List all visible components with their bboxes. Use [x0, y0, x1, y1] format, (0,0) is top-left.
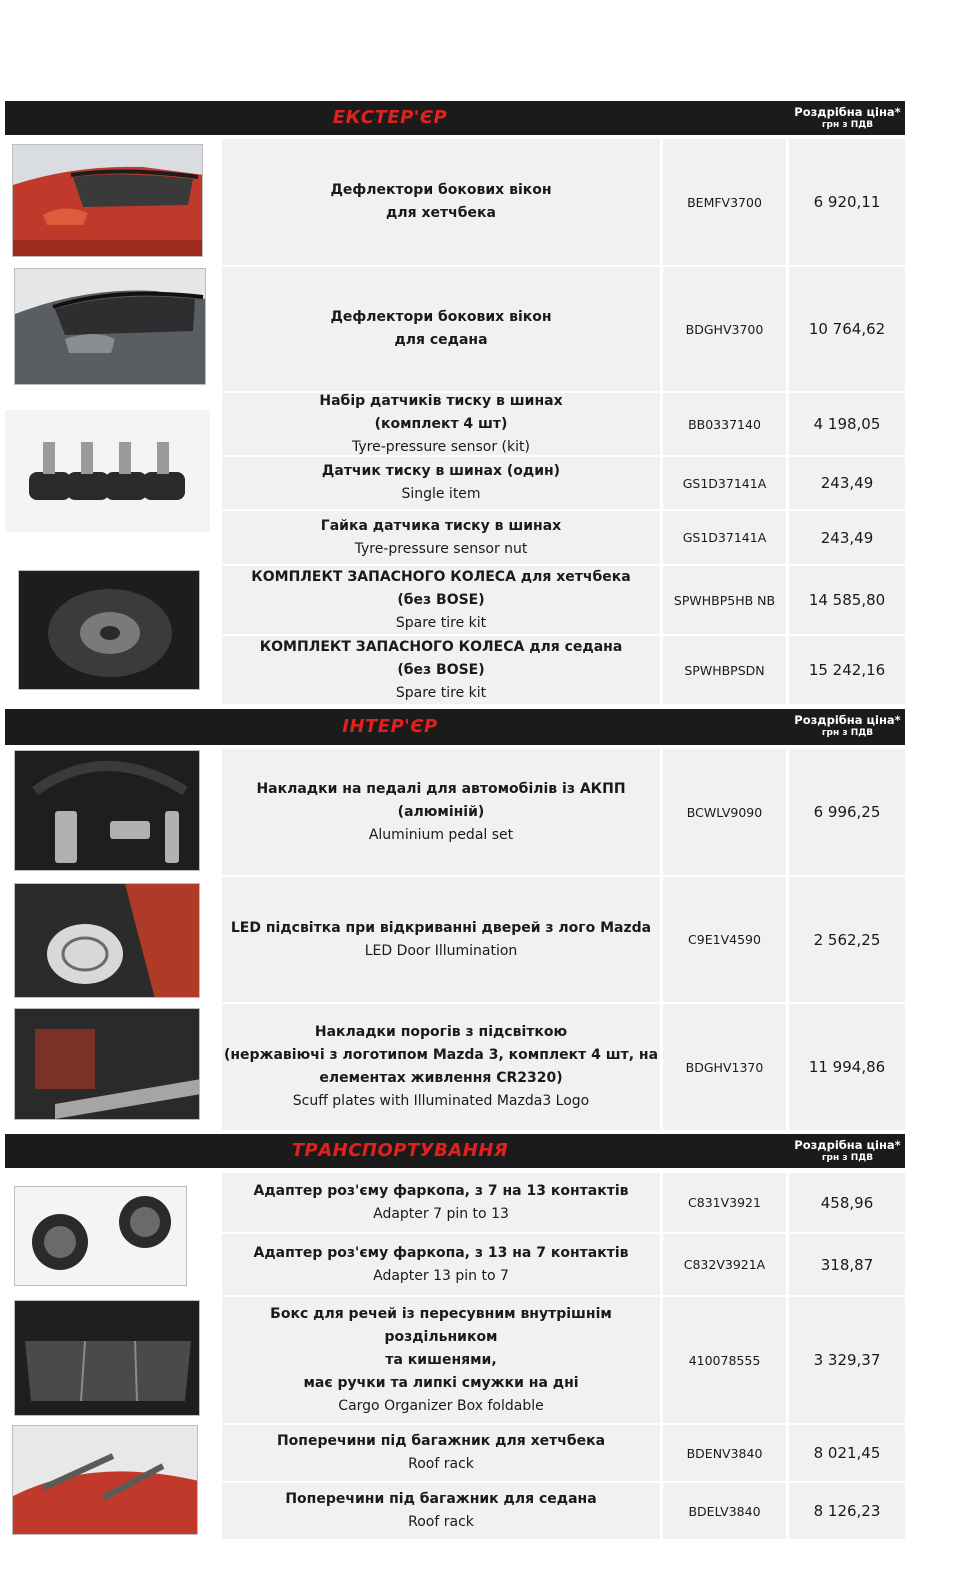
- sedan-window-deflector-photo: [14, 268, 206, 385]
- product-description: Дефлектори бокових вікон для хетчбека: [222, 139, 660, 265]
- roof-rack-photo: [12, 1425, 198, 1535]
- product-description: КОМПЛЕКТ ЗАПАСНОГО КОЛЕСА для хетчбека (без BOSE) Spare tire kit: [222, 566, 660, 634]
- product-description: Бокс для речей із пересувним внутрішнім роздільником та кишенями, має ручки та липкі смужки на дні Cargo Organizer Box foldable: [222, 1297, 660, 1423]
- section-header-exterior: [5, 101, 905, 135]
- product-price: 8 021,45: [789, 1425, 905, 1481]
- product-description: LED підсвітка при відкриванні дверей з лого Mazda LED Door Illumination: [222, 877, 660, 1002]
- product-description: Накладки на педалі для автомобілів із АКПП (алюміній) Aluminium pedal set: [222, 749, 660, 875]
- hatchback-window-deflector-photo: [12, 144, 203, 257]
- product-price: 8 126,23: [789, 1483, 905, 1539]
- product-code: BB0337140: [663, 393, 786, 455]
- product-description: Датчик тиску в шинах (один) Single item: [222, 457, 660, 509]
- price-column-header: Роздрібна ціна* грн з ПДВ: [794, 105, 901, 130]
- product-description: Поперечини під багажник для седана Roof rack: [222, 1483, 660, 1539]
- product-description: Накладки порогів з підсвіткою (нержавіючі з логотипом Mazda 3, комплект 4 шт, на елементах живлення CR2320) Scuff plates with Illuminated Mazda3 Logo: [222, 1004, 660, 1130]
- product-code: GS1D37141A: [663, 457, 786, 509]
- product-price: 4 198,05: [789, 393, 905, 455]
- product-description: Набір датчиків тиску в шинах (комплект 4 шт) Tyre-pressure sensor (kit): [222, 393, 660, 455]
- section-header-interior: [5, 709, 905, 745]
- price-column-header: Роздрібна ціна* грн з ПДВ: [794, 713, 901, 738]
- product-code: C832V3921A: [663, 1234, 786, 1295]
- section-title-interior: ІНТЕР'ЄР: [342, 716, 438, 737]
- product-description: Дефлектори бокових вікон для седана: [222, 267, 660, 391]
- product-code: GS1D37141A: [663, 511, 786, 564]
- product-price: 458,96: [789, 1173, 905, 1232]
- product-description: Гайка датчика тиску в шинах Tyre-pressure sensor nut: [222, 511, 660, 564]
- product-description: Адаптер роз'єму фаркопа, з 13 на 7 контактів Adapter 13 pin to 7: [222, 1234, 660, 1295]
- product-code: BDELV3840: [663, 1483, 786, 1539]
- tow-bar-adapters-photo: [14, 1186, 187, 1286]
- product-code: BCWLV9090: [663, 749, 786, 875]
- product-price: 6 920,11: [789, 139, 905, 265]
- price-column-header: Роздрібна ціна* грн з ПДВ: [794, 1138, 901, 1163]
- product-price: 11 994,86: [789, 1004, 905, 1130]
- product-price: 2 562,25: [789, 877, 905, 1002]
- section-title-transport: ТРАНСПОРТУВАННЯ: [291, 1140, 509, 1161]
- product-code: BDGHV1370: [663, 1004, 786, 1130]
- product-price: 3 329,37: [789, 1297, 905, 1423]
- spare-tire-kit-photo: [18, 570, 200, 690]
- cargo-organizer-box-photo: [14, 1300, 200, 1416]
- tyre-pressure-sensors-photo: [5, 410, 210, 532]
- product-price: 15 242,16: [789, 636, 905, 704]
- product-code: SPWHBP5HB NB: [663, 566, 786, 634]
- product-description: Адаптер роз'єму фаркопа, з 7 на 13 контактів Adapter 7 pin to 13: [222, 1173, 660, 1232]
- product-code: C9E1V4590: [663, 877, 786, 1002]
- product-description: КОМПЛЕКТ ЗАПАСНОГО КОЛЕСА для седана (без BOSE) Spare tire kit: [222, 636, 660, 704]
- section-header-transport: [5, 1134, 905, 1168]
- product-code: 410078555: [663, 1297, 786, 1423]
- product-price: 6 996,25: [789, 749, 905, 875]
- product-code: BEMFV3700: [663, 139, 786, 265]
- product-price: 243,49: [789, 511, 905, 564]
- product-price: 14 585,80: [789, 566, 905, 634]
- product-code: BDGHV3700: [663, 267, 786, 391]
- product-description: Поперечини під багажник для хетчбека Roof rack: [222, 1425, 660, 1481]
- product-price: 10 764,62: [789, 267, 905, 391]
- product-price: 318,87: [789, 1234, 905, 1295]
- product-code: BDENV3840: [663, 1425, 786, 1481]
- product-code: C831V3921: [663, 1173, 786, 1232]
- product-price: 243,49: [789, 457, 905, 509]
- product-code: SPWHBPSDN: [663, 636, 786, 704]
- led-door-illumination-photo: [14, 883, 200, 998]
- scuff-plates-photo: [14, 1008, 200, 1120]
- aluminium-pedals-photo: [14, 750, 200, 871]
- section-title-exterior: ЕКСТЕР'ЄР: [332, 107, 448, 128]
